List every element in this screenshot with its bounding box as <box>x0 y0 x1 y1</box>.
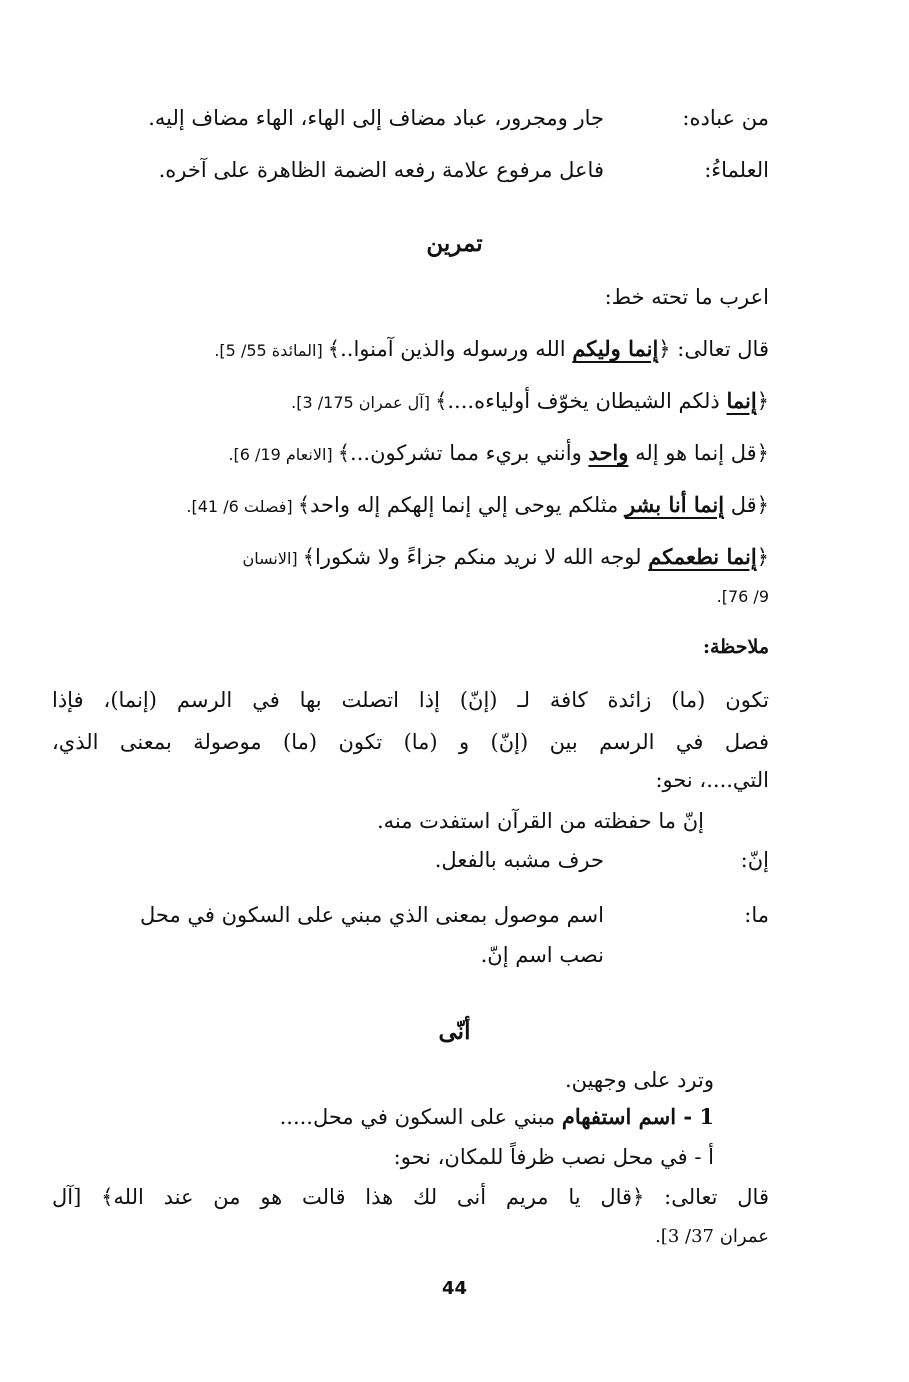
def-text-2: فاعل مرفوع علامة رفعه الضمة الظاهرة على آخره. <box>158 158 604 182</box>
anna-title: أنّى <box>438 1018 471 1045</box>
exercise-line-1: قال تعالى: ﴿إنما وليكم الله ورسوله والذين آمنوا..﴾ [المائدة 55/ 5]. <box>214 336 769 361</box>
def-term-1: من عباده: <box>682 106 769 130</box>
note-paragraph-1: تكون (ما) زائدة كافة لـ (إنّ) إذا اتصلت بها في الرسم (إنما)، فإذا <box>52 688 769 712</box>
page-number: 44 <box>441 1278 468 1299</box>
underlined-word: إنما أنا بشر <box>624 492 725 517</box>
def-text-1: جار ومجرور، عباد مضاف إلى الهاء، الهاء مضاف إليه. <box>148 106 604 130</box>
underlined-word: واحد <box>588 440 629 465</box>
underlined-word: إنما <box>726 388 757 413</box>
note-def-term-1: إنّ: <box>740 848 769 872</box>
note-def-text-1: حرف مشبه بالفعل. <box>434 848 604 872</box>
underlined-word: إنما نطعمكم <box>648 544 757 569</box>
verse-reference: [آل عمران 175/ 3]. <box>291 393 436 412</box>
note-example: إنّ ما حفظته من القرآن استفدت منه. <box>376 809 704 833</box>
note-def-text-2-cont: نصب اسم إنّ. <box>480 943 604 967</box>
underlined-word: إنما وليكم <box>572 336 659 361</box>
verse-reference: [الانعام 19/ 6]. <box>228 445 338 464</box>
note-paragraph-2: فصل في الرسم بين (إنّ) و (ما) تكون (ما) موصولة بمعنى الذي، <box>52 730 769 754</box>
note-paragraph-3: التي....، نحو: <box>655 768 769 792</box>
verse-reference: [فصلت 6/ 41]. <box>186 497 298 516</box>
verse-reference: [المائدة 55/ 5]. <box>214 341 328 360</box>
anna-line-5: عمران 37/ 3]. <box>655 1226 769 1247</box>
anna-line-1: وترد على وجهين. <box>564 1068 714 1092</box>
note-def-term-2: ما: <box>744 903 769 927</box>
note-title: ملاحظة: <box>702 636 769 658</box>
exercise-line-5-cont: 9/ 76]. <box>716 587 769 606</box>
def-term-2: العلماءُ: <box>704 158 769 182</box>
exercise-line-2: ﴿إنما ذلكم الشيطان يخوّف أولياءه....﴾ [آل عمران 175/ 3]. <box>291 388 769 413</box>
exercise-line-3: ﴿قل إنما هو إله واحد وأنني بريء مما تشركون...﴾ [الانعام 19/ 6]. <box>228 440 769 465</box>
exercise-line-4: ﴿قل إنما أنا بشر مثلكم يوحى إلي إنما إلهكم إله واحد﴾ [فصلت 6/ 41]. <box>186 492 769 517</box>
verse-reference: [الانسان <box>242 549 303 568</box>
exercise-line-5: ﴿إنما نطعمكم لوجه الله لا نريد منكم جزاءً ولا شكورا﴾ [الانسان <box>242 544 769 569</box>
exercise-instruction: اعرب ما تحته خط: <box>604 285 769 309</box>
bold-phrase: اسم استفهام <box>561 1104 677 1129</box>
anna-line-3: أ - في محل نصب ظرفاً للمكان، نحو: <box>393 1145 714 1169</box>
exercise-title: تمرين <box>426 230 483 257</box>
note-def-text-2: اسم موصول بمعنى الذي مبني على السكون في محل <box>140 903 604 927</box>
anna-line-2: 1 - اسم استفهام مبني على السكون في محل..... <box>279 1104 714 1129</box>
anna-line-4: قال تعالى: ﴿قال يا مريم أنى لك هذا قالت هو من عند الله﴾ [آل <box>52 1185 769 1209</box>
